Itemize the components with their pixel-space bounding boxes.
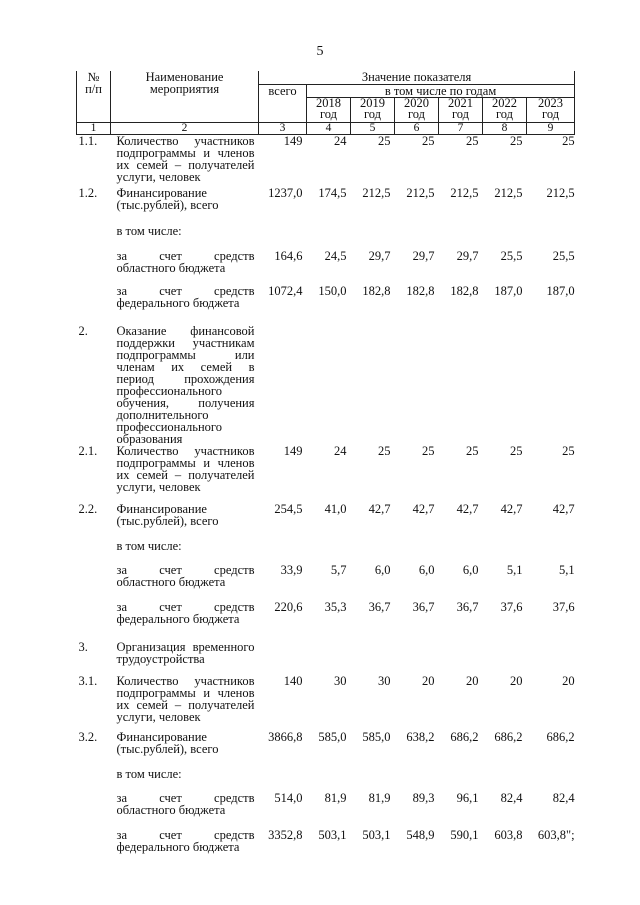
value-year-2 [351, 641, 395, 675]
value-year-4: 212,5 [450, 185, 479, 200]
value-year-4: 42,7 [456, 501, 479, 516]
row-number [77, 540, 111, 564]
row-number: 3. [78, 639, 88, 654]
value-year-5: 20 [510, 673, 523, 688]
value-year-2 [351, 540, 395, 564]
header-name: Наименование мероприятия [111, 71, 259, 123]
table-row [77, 675, 575, 731]
column-number-9: 9 [527, 123, 575, 135]
value-year-3: 29,7 [412, 248, 435, 263]
value-year-4: 25 [466, 134, 479, 148]
value-total [259, 540, 307, 564]
value-year-5: 5,1 [506, 562, 523, 577]
value-year-3 [395, 540, 439, 564]
row-number [77, 285, 111, 325]
value-year-4 [439, 768, 483, 792]
value-year-1: 30 [334, 673, 347, 688]
value-year-6: 5,1 [558, 562, 575, 577]
value-year-4: 25 [466, 443, 479, 458]
value-year-6 [527, 540, 575, 564]
value-year-4: 686,2 [450, 729, 479, 744]
table-row [77, 325, 575, 445]
value-year-2: 36,7 [368, 599, 391, 614]
value-year-1: 81,9 [324, 790, 347, 805]
table-row [77, 285, 575, 325]
value-year-1: 503,1 [318, 827, 347, 842]
value-year-3: 638,2 [406, 729, 435, 744]
row-number: 1.2. [78, 185, 98, 200]
row-number: 3.2. [78, 729, 98, 744]
value-year-2 [351, 325, 395, 445]
row-name: за счет средств областного бюджета [116, 790, 255, 817]
column-number-2: 2 [111, 123, 259, 135]
value-year-3 [395, 225, 439, 250]
value-total: 514,0 [274, 790, 303, 805]
column-number-3: 3 [259, 123, 307, 135]
row-number [77, 768, 111, 792]
row-name: за счет средств федерального бюджета [116, 827, 255, 854]
value-year-2: 503,1 [362, 827, 391, 842]
value-year-1: 24,5 [324, 248, 347, 263]
value-year-5: 37,6 [500, 599, 523, 614]
value-year-1: 150,0 [318, 283, 347, 298]
table-row [77, 601, 575, 641]
row-name: за счет средств федерального бюджета [116, 599, 255, 626]
indicators-table [76, 71, 575, 859]
table-row [77, 503, 575, 540]
value-year-5: 187,0 [494, 283, 523, 298]
table-row [77, 540, 575, 564]
row-number: 1.1. [78, 134, 98, 148]
row-number [77, 792, 111, 829]
value-total: 149 [283, 134, 303, 148]
value-year-5 [483, 325, 527, 445]
value-total: 220,6 [274, 599, 303, 614]
value-year-5: 25,5 [500, 248, 523, 263]
value-year-5: 686,2 [494, 729, 523, 744]
table-row [77, 829, 575, 859]
value-year-5: 82,4 [500, 790, 523, 805]
value-year-4: 20 [466, 673, 479, 688]
value-year-2: 182,8 [362, 283, 391, 298]
row-number [77, 564, 111, 601]
row-number [77, 250, 111, 285]
value-year-2: 25 [378, 443, 391, 458]
value-year-6 [527, 325, 575, 445]
table-row [77, 225, 575, 250]
value-year-5: 603,8 [494, 827, 523, 842]
value-year-6 [527, 641, 575, 675]
value-year-2: 81,9 [368, 790, 391, 805]
value-year-1: 35,3 [324, 599, 347, 614]
value-year-5: 25 [510, 134, 523, 148]
value-year-3: 20 [422, 673, 435, 688]
table-row [77, 564, 575, 601]
row-name: Финансирование (тыс.рублей), всего [116, 185, 219, 212]
row-number [77, 601, 111, 641]
value-total: 140 [283, 673, 303, 688]
value-year-2: 29,7 [368, 248, 391, 263]
row-number [77, 829, 111, 859]
row-name: в том числе: [116, 538, 182, 553]
column-number-5: 5 [351, 123, 395, 135]
value-total: 164,6 [274, 248, 303, 263]
column-number-4: 4 [307, 123, 351, 135]
value-year-1: 5,7 [330, 562, 347, 577]
value-year-2: 30 [378, 673, 391, 688]
value-year-2: 212,5 [362, 185, 391, 200]
header-year-3: 2020 год [395, 98, 439, 123]
value-year-4 [439, 225, 483, 250]
value-year-3 [395, 768, 439, 792]
value-total: 1072,4 [268, 283, 303, 298]
value-year-1 [307, 540, 351, 564]
value-total: 3866,8 [268, 729, 303, 744]
value-year-1 [307, 641, 351, 675]
value-year-6: 20 [562, 673, 575, 688]
value-year-5 [483, 641, 527, 675]
value-year-2 [351, 225, 395, 250]
value-year-2: 585,0 [362, 729, 391, 744]
value-year-4: 6,0 [462, 562, 479, 577]
row-number: 3.1. [78, 673, 98, 688]
value-year-6: 212,5 [546, 185, 575, 200]
value-total [259, 325, 307, 445]
row-name: Количество участников подпрограммы и членов их семей – получателей услуги, человек [116, 134, 255, 184]
value-total: 149 [283, 443, 303, 458]
value-year-5 [483, 768, 527, 792]
value-year-3: 89,3 [412, 790, 435, 805]
value-total [259, 768, 307, 792]
value-year-6: 603,8"; [537, 827, 575, 842]
value-year-5: 212,5 [494, 185, 523, 200]
row-name: Количество участников подпрограммы и членов их семей – получателей услуги, человек [116, 443, 255, 494]
column-number-7: 7 [439, 123, 483, 135]
page-number: 5 [316, 44, 324, 59]
row-name: за счет средств областного бюджета [116, 562, 255, 589]
value-year-5 [483, 540, 527, 564]
value-year-2: 6,0 [374, 562, 391, 577]
value-year-1 [307, 225, 351, 250]
table-row [77, 768, 575, 792]
row-number: 2.1. [78, 443, 98, 458]
value-year-4: 36,7 [456, 599, 479, 614]
table-header [77, 71, 575, 135]
value-year-3: 6,0 [418, 562, 435, 577]
value-total: 33,9 [280, 562, 303, 577]
row-number [77, 225, 111, 250]
value-year-5 [483, 225, 527, 250]
row-name: за счет средств областного бюджета [116, 248, 255, 275]
value-year-2: 25 [378, 134, 391, 148]
value-total: 3352,8 [268, 827, 303, 842]
value-year-3: 42,7 [412, 501, 435, 516]
header-num: № п/п [77, 71, 111, 123]
value-year-3: 212,5 [406, 185, 435, 200]
value-year-4: 182,8 [450, 283, 479, 298]
value-year-6: 25 [562, 443, 575, 458]
table-row [77, 792, 575, 829]
row-number: 2. [78, 323, 88, 338]
value-year-6 [527, 768, 575, 792]
value-year-4 [439, 325, 483, 445]
value-year-6: 25 [562, 134, 575, 148]
table-row [77, 250, 575, 285]
value-year-1: 41,0 [324, 501, 347, 516]
row-name: Финансирование (тыс.рублей), всего [116, 729, 219, 756]
value-year-6: 37,6 [552, 599, 575, 614]
value-year-6 [527, 225, 575, 250]
value-year-5: 42,7 [500, 501, 523, 516]
table-row [77, 641, 575, 675]
row-name: Оказание финансовой поддержки участникам подпрограммы или членам их семей в период прохождения профессионального обучения, получения дополнительного профессионального образования [116, 323, 255, 446]
value-year-3: 25 [422, 443, 435, 458]
value-year-6: 42,7 [552, 501, 575, 516]
value-year-4: 96,1 [456, 790, 479, 805]
value-year-2: 42,7 [368, 501, 391, 516]
value-year-1: 24 [334, 443, 347, 458]
row-name: за счет средств федерального бюджета [116, 283, 255, 310]
row-number: 2.2. [78, 501, 98, 516]
column-number-1: 1 [77, 123, 111, 135]
header-year-2: 2019 год [351, 98, 395, 123]
table-row [77, 187, 575, 225]
value-year-1: 585,0 [318, 729, 347, 744]
value-total [259, 641, 307, 675]
value-year-3 [395, 641, 439, 675]
header-year-6: 2023 год [527, 98, 575, 123]
value-year-4 [439, 540, 483, 564]
row-name: в том числе: [116, 766, 182, 781]
value-total: 1237,0 [268, 185, 303, 200]
value-year-5: 25 [510, 443, 523, 458]
value-year-6: 686,2 [546, 729, 575, 744]
value-year-4: 590,1 [450, 827, 479, 842]
value-year-6: 25,5 [552, 248, 575, 263]
row-name: в том числе: [116, 223, 182, 238]
value-year-4: 29,7 [456, 248, 479, 263]
value-year-2 [351, 768, 395, 792]
value-year-1: 24 [334, 134, 347, 148]
row-name: Количество участников подпрограммы и членов их семей – получателей услуги, человек [116, 673, 255, 724]
value-year-4 [439, 641, 483, 675]
value-year-1 [307, 325, 351, 445]
column-number-6: 6 [395, 123, 439, 135]
header-year-5: 2022 год [483, 98, 527, 123]
row-name: Организация временного трудоустройства [116, 639, 255, 666]
value-year-3: 25 [422, 134, 435, 148]
row-name: Финансирование (тыс.рублей), всего [116, 501, 219, 528]
value-total [259, 225, 307, 250]
header-by-year: в том числе по годам [307, 85, 575, 98]
value-year-3: 182,8 [406, 283, 435, 298]
value-year-3 [395, 325, 439, 445]
value-year-1 [307, 768, 351, 792]
table-row [77, 135, 575, 187]
table-row [77, 731, 575, 768]
header-year-1: 2018 год [307, 98, 351, 123]
value-year-6: 82,4 [552, 790, 575, 805]
table-row [77, 445, 575, 503]
column-number-8: 8 [483, 123, 527, 135]
header-total: всего [259, 85, 307, 123]
header-value: Значение показателя [259, 71, 575, 85]
value-year-1: 174,5 [318, 185, 347, 200]
value-year-6: 187,0 [546, 283, 575, 298]
value-year-3: 36,7 [412, 599, 435, 614]
header-year-4: 2021 год [439, 98, 483, 123]
table-body [77, 135, 575, 859]
value-year-3: 548,9 [406, 827, 435, 842]
value-total: 254,5 [274, 501, 303, 516]
